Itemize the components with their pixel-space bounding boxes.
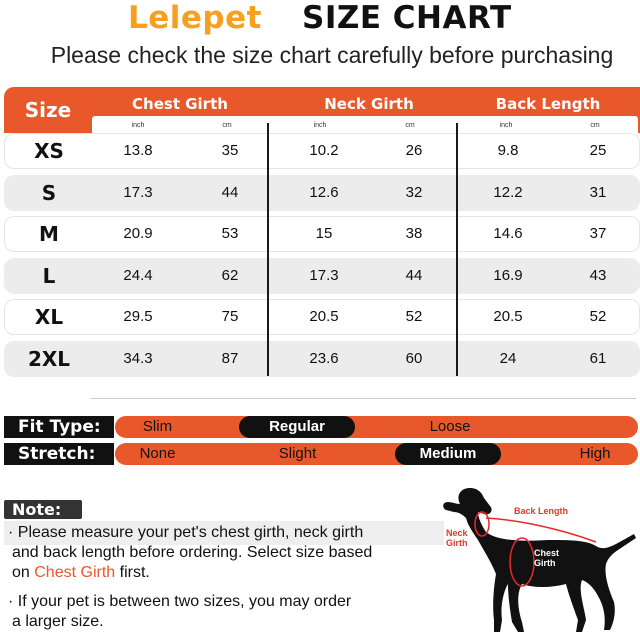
- measurement-cell: 34.3: [123, 349, 153, 367]
- unit-label: cm: [222, 122, 232, 129]
- measurement-cell: 10.2: [309, 142, 339, 159]
- note-title: Note:: [4, 500, 82, 519]
- measurement-cell: 38: [405, 225, 423, 242]
- size-cell: M: [39, 222, 59, 246]
- stretch-option-high: High: [579, 445, 611, 462]
- fit-option-loose: Loose: [429, 418, 471, 435]
- dog-measurement-diagram: [438, 484, 640, 637]
- stretch-label: Stretch:: [4, 443, 114, 465]
- unit-label: inch: [131, 122, 145, 129]
- measurement-cell: 52: [589, 308, 607, 325]
- measurement-cell: 17.3: [123, 183, 153, 201]
- measurement-cell: 20.5: [309, 308, 339, 325]
- note-line: and back length before ordering. Select size based: [12, 544, 373, 561]
- unit-label: cm: [590, 122, 600, 129]
- size-cell: XS: [34, 139, 64, 163]
- column-divider: [456, 123, 458, 376]
- fit-option-regular: Regular: [239, 416, 355, 438]
- table-row: [4, 216, 640, 252]
- measurement-cell: 20.9: [123, 225, 153, 242]
- measurement-cell: 44: [405, 266, 423, 284]
- fit-type-scale: [115, 416, 638, 438]
- chest-girth-header: Chest Girth: [132, 95, 228, 113]
- table-header: [4, 87, 640, 133]
- back-length-header: Back Length: [495, 95, 601, 113]
- chest-girth-highlight: Chest Girth: [34, 564, 116, 581]
- unit-label: cm: [405, 122, 415, 129]
- table-row: [4, 175, 640, 211]
- size-column-header: Size: [24, 98, 72, 122]
- unit-strip: [92, 116, 638, 133]
- note-line: a larger size.: [12, 613, 104, 630]
- divider: [90, 398, 636, 399]
- measurement-cell: 75: [221, 308, 239, 325]
- measurement-cell: 20.5: [493, 308, 523, 325]
- measurement-cell: 31: [589, 183, 607, 201]
- measurement-cell: 53: [221, 225, 239, 242]
- measurement-cell: 29.5: [123, 308, 153, 325]
- measurement-cell: 9.8: [497, 142, 519, 159]
- fit-option-slim: Slim: [142, 418, 173, 435]
- stretch-option-none: None: [139, 445, 176, 462]
- measurement-cell: 44: [221, 183, 239, 201]
- chest-girth-label: Chest: [534, 548, 560, 558]
- size-cell: 2XL: [27, 346, 71, 371]
- note-line: · Please measure your pet's chest girth, neck girth: [8, 524, 364, 541]
- page-title: SIZE CHART: [302, 0, 512, 36]
- column-divider: [267, 123, 269, 376]
- measurement-cell: 17.3: [309, 266, 339, 284]
- measurement-cell: 24: [499, 349, 517, 367]
- back-length-label: Back Length: [514, 506, 569, 516]
- measurement-cell: 12.2: [493, 183, 523, 201]
- table-row: [4, 258, 640, 294]
- measurement-cell: 25: [589, 142, 607, 159]
- neck-girth-label: Neck: [446, 528, 468, 538]
- measurement-cell: 35: [221, 142, 239, 159]
- measurement-cell: 24.4: [123, 266, 153, 284]
- size-table: [4, 87, 640, 382]
- unit-label: inch: [499, 122, 513, 129]
- page-subtitle: Please check the size chart carefully before purchasing: [50, 42, 614, 68]
- note-line: · If your pet is between two sizes, you may order: [8, 593, 352, 610]
- size-cell: L: [42, 263, 56, 288]
- measurement-cell: 61: [589, 349, 607, 367]
- table-row: [4, 299, 640, 335]
- size-cell: S: [41, 180, 57, 205]
- fit-type-label: Fit Type:: [4, 416, 114, 438]
- measurement-cell: 62: [221, 266, 239, 284]
- stretch-scale: [115, 443, 638, 465]
- neck-girth-header: Neck Girth: [324, 95, 414, 113]
- stretch-option-medium: Medium: [395, 443, 501, 465]
- measurement-cell: 43: [589, 266, 607, 284]
- measurement-cell: 52: [405, 308, 423, 325]
- measurement-cell: 37: [589, 225, 607, 242]
- table-row: [4, 341, 640, 377]
- neck-girth-label: Girth: [446, 538, 468, 548]
- measurement-cell: 32: [405, 183, 423, 201]
- stretch-option-slight: Slight: [278, 445, 317, 462]
- table-row: [4, 133, 640, 169]
- chest-girth-label: Girth: [534, 558, 556, 568]
- measurement-cell: 12.6: [309, 183, 339, 201]
- size-cell: XL: [34, 305, 64, 329]
- header: [0, 0, 640, 40]
- brand-logo: Lelepet: [128, 0, 262, 36]
- measurement-cell: 26: [405, 142, 423, 159]
- note-line: on Chest Girth first.: [12, 564, 150, 581]
- measurement-cell: 15: [315, 225, 333, 242]
- measurement-cell: 87: [221, 349, 239, 367]
- measurement-cell: 13.8: [123, 142, 153, 159]
- measurement-cell: 14.6: [493, 225, 523, 242]
- measurement-cell: 23.6: [309, 349, 339, 367]
- measurement-cell: 60: [405, 349, 423, 367]
- measurement-cell: 16.9: [493, 266, 523, 284]
- unit-label: inch: [313, 122, 327, 129]
